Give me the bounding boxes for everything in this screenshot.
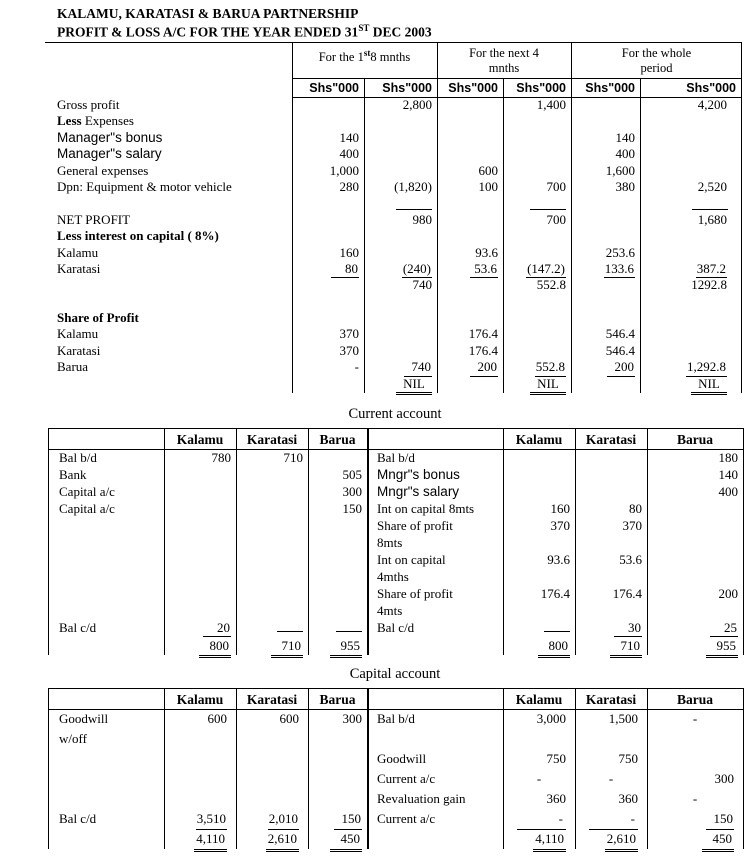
- table-cell: 400: [615, 146, 635, 162]
- unit-header: Shs"000: [585, 81, 635, 95]
- table-cell: [647, 809, 743, 829]
- row-label: w/off: [59, 731, 87, 746]
- row-label: Revaluation gain: [377, 791, 466, 806]
- table-cell: 150: [342, 501, 362, 516]
- table-row: [45, 245, 742, 261]
- row-label: Goodwill: [59, 711, 109, 726]
- unit-header: Shs"000: [516, 81, 566, 95]
- row-label-bold: Less: [57, 113, 82, 129]
- column-header-kalamu: Kalamu: [176, 692, 224, 707]
- table-cell: [503, 619, 575, 636]
- table-cell: 546.4: [605, 326, 635, 342]
- table-row: [45, 212, 742, 228]
- underlined-value: 200: [470, 359, 498, 376]
- period-header-next-4-months: [437, 46, 571, 76]
- table-cell: 253.6: [605, 244, 635, 260]
- row-label: 4mts: [377, 603, 403, 618]
- period-header-text: For the next 4: [469, 46, 539, 60]
- sum-rule: [530, 209, 566, 210]
- table-cell: [571, 261, 640, 277]
- column-header-kalamu: Kalamu: [176, 432, 224, 447]
- sum-rule: [277, 621, 303, 632]
- table-cell: 176.4: [540, 586, 570, 601]
- table-cell: 1,600: [605, 162, 635, 178]
- double-underlined-value: NIL: [396, 376, 432, 395]
- table-cell: 750: [546, 751, 566, 766]
- table-cell: 600: [279, 711, 299, 726]
- underlined-value: 20: [203, 619, 231, 637]
- row-label: Bal c/d: [59, 811, 97, 826]
- table-row: [49, 466, 743, 483]
- row-label: Bal b/d: [377, 450, 415, 465]
- divider: [292, 78, 742, 79]
- table-cell: [164, 829, 236, 849]
- table-cell: -: [536, 771, 542, 786]
- table-cell: 400: [339, 146, 359, 162]
- table-row: [45, 179, 742, 195]
- column-header-barua: Barua: [676, 692, 713, 707]
- double-underlined-value: 800: [538, 636, 570, 658]
- double-underlined-value: 710: [610, 636, 642, 658]
- profit-loss-body: [45, 97, 742, 392]
- table-row: [45, 310, 742, 326]
- double-underlined-value: 955: [706, 636, 738, 658]
- row-label: Capital a/c: [59, 484, 115, 499]
- current-account-table: [48, 428, 744, 655]
- table-cell: 370: [339, 326, 359, 342]
- column-header-karatasi: Karatasi: [246, 692, 298, 707]
- table-row: [49, 449, 743, 466]
- table-cell: 4,200: [697, 97, 727, 112]
- table-row: [45, 228, 742, 244]
- table-cell: 53.6: [619, 552, 642, 567]
- table-cell: 2,520: [697, 178, 727, 194]
- table-cell: [292, 261, 364, 277]
- table-cell: 1292.8: [691, 277, 727, 293]
- table-cell: [640, 261, 741, 277]
- table-cell: 93.6: [547, 552, 570, 567]
- double-underlined-value: 2,610: [605, 829, 638, 852]
- column-header-karatasi: Karatasi: [246, 432, 298, 447]
- table-row: [49, 809, 743, 829]
- column-header-barua: Barua: [319, 692, 356, 707]
- column-header-kalamu: Kalamu: [515, 692, 563, 707]
- double-underlined-value: 2,610: [266, 829, 299, 852]
- unit-header: Shs"000: [448, 81, 498, 95]
- table-cell: 160: [550, 501, 570, 516]
- table-cell: [503, 636, 575, 655]
- double-underlined-value: 955: [330, 636, 362, 658]
- table-cell: -: [692, 791, 698, 806]
- sum-rule: [336, 621, 362, 632]
- table-row: [49, 483, 743, 500]
- table-row: [45, 277, 742, 293]
- table-cell: 1,000: [329, 162, 359, 178]
- sum-rule: [692, 209, 728, 210]
- table-cell: 600: [207, 711, 227, 726]
- table-cell: 300: [342, 484, 362, 499]
- underlined-value: 2,010: [268, 809, 299, 830]
- table-row: [45, 163, 742, 179]
- underlined-value: 552.8: [535, 359, 566, 376]
- table-cell: 300: [342, 711, 362, 726]
- table-cell: [236, 636, 308, 655]
- double-underlined-value: 450: [330, 829, 362, 852]
- table-row: [45, 261, 742, 277]
- table-cell: 740: [412, 277, 432, 293]
- table-cell: 400: [718, 484, 738, 499]
- table-cell: [575, 636, 647, 655]
- table-cell: 176.4: [612, 586, 642, 601]
- row-label: Kalamu: [57, 326, 99, 342]
- period-header-text: For the whole: [621, 46, 692, 60]
- period-header-8-months: [292, 46, 437, 65]
- table-cell: [571, 359, 640, 375]
- table-cell: 710: [283, 450, 303, 465]
- table-row: [45, 146, 742, 162]
- unit-header: Shs"000: [309, 81, 359, 95]
- table-row: [49, 729, 743, 749]
- table-cell: [308, 636, 367, 655]
- row-label: Bal b/d: [59, 450, 97, 465]
- table-row: [49, 769, 743, 789]
- row-label: Share of profit: [377, 518, 453, 533]
- table-cell: 2,800: [402, 97, 432, 112]
- double-underlined-value: NIL: [530, 376, 566, 395]
- row-label: Mngr"s bonus: [377, 467, 460, 482]
- table-row: [49, 517, 743, 534]
- table-cell: 600: [478, 162, 498, 178]
- underlined-value: 200: [607, 359, 635, 376]
- underlined-value: (240): [402, 261, 432, 278]
- table-cell: 160: [339, 244, 359, 260]
- period-header-text: mnths: [488, 61, 520, 75]
- table-cell: -: [354, 359, 359, 375]
- row-label: Capital a/c: [59, 501, 115, 516]
- underlined-value: 150: [706, 809, 734, 830]
- table-cell: 700: [546, 211, 566, 227]
- table-row: [49, 551, 743, 568]
- table-cell: 1,400: [536, 97, 566, 112]
- table-row: [49, 709, 743, 729]
- table-cell: 1,680: [697, 211, 727, 227]
- table-row: [49, 585, 743, 602]
- row-label: Bal c/d: [59, 620, 97, 635]
- capital-account-body: [49, 709, 743, 849]
- row-label: Karatasi: [57, 342, 101, 358]
- table-cell: 3,000: [536, 711, 566, 726]
- table-row: [49, 619, 743, 636]
- current-account-title: Current account: [348, 406, 442, 422]
- table-cell: [236, 829, 308, 849]
- table-cell: 140: [718, 467, 738, 482]
- doc-title-line2-text: PROFIT & LOSS A/C FOR THE YEAR ENDED 31: [57, 24, 359, 40]
- underlined-value: 150: [334, 809, 362, 830]
- table-row: [49, 534, 743, 551]
- underlined-value: 80: [331, 261, 359, 278]
- double-underlined-value: 710: [271, 636, 303, 658]
- table-cell: [164, 619, 236, 636]
- underlined-value: 25: [710, 619, 738, 637]
- column-header-karatasi: Karatasi: [585, 692, 637, 707]
- unit-header: Shs"000: [686, 81, 736, 95]
- sum-rule: [396, 209, 432, 210]
- row-label: Manager"s bonus: [57, 129, 163, 145]
- table-cell: 360: [618, 791, 638, 806]
- table-cell: [640, 376, 741, 392]
- table-row: [45, 326, 742, 342]
- table-row: [49, 568, 743, 585]
- table-cell: 140: [339, 129, 359, 145]
- table-cell: 980: [412, 211, 432, 227]
- table-row: [45, 376, 742, 392]
- row-label: 8mts: [377, 535, 403, 550]
- sum-rule-dash: -: [589, 809, 638, 830]
- row-label: Manager"s salary: [57, 146, 162, 162]
- row-label: Current a/c: [377, 771, 436, 786]
- row-label: Bal b/d: [377, 711, 415, 726]
- double-underlined-value: 4,110: [533, 829, 566, 852]
- table-cell: (1,820): [394, 178, 432, 194]
- table-row: [45, 359, 742, 375]
- table-row: [49, 749, 743, 769]
- table-cell: [437, 261, 503, 277]
- row-label: Kalamu: [57, 244, 99, 260]
- row-label: Karatasi: [57, 260, 101, 276]
- capital-account-table: [48, 688, 744, 849]
- table-cell: [575, 619, 647, 636]
- row-label: Share of Profit: [57, 310, 139, 326]
- underlined-value: 387.2: [696, 261, 727, 278]
- table-cell: 380: [615, 178, 635, 194]
- profit-loss-table: [45, 42, 742, 393]
- table-cell: [647, 829, 743, 849]
- table-cell: [575, 809, 647, 829]
- doc-title-line1: KALAMU, KARATASI & BARUA PARTNERSHIP: [57, 6, 359, 21]
- table-cell: [308, 809, 367, 829]
- table-cell: [308, 619, 367, 636]
- table-cell: -: [608, 771, 614, 786]
- row-label: General expenses: [57, 162, 149, 178]
- underlined-value: 3,510: [196, 809, 227, 830]
- table-row-ruled: [45, 195, 742, 211]
- doc-title-line2: [57, 23, 432, 41]
- underlined-value: 1,292.8: [686, 359, 727, 376]
- table-cell: 370: [622, 518, 642, 533]
- doc-title-line2-year: DEC 2003: [369, 24, 432, 40]
- table-cell: 370: [550, 518, 570, 533]
- table-cell: [503, 829, 575, 849]
- table-cell: 80: [629, 501, 642, 516]
- double-underlined-value: 4,110: [194, 829, 227, 852]
- current-account-body: [49, 449, 743, 655]
- table-cell: [164, 636, 236, 655]
- period-header-text: For the 1: [318, 50, 364, 65]
- table-cell: [236, 809, 308, 829]
- totals-row: [49, 636, 743, 655]
- row-label: Current a/c: [377, 811, 436, 826]
- period-header-whole-period: [571, 46, 742, 76]
- sum-rule-dash: -: [517, 809, 566, 830]
- column-header-barua: Barua: [676, 432, 713, 447]
- doc-title-superscript: ST: [358, 23, 370, 33]
- table-row: [45, 130, 742, 146]
- row-label: Int on capital 8mts: [377, 501, 475, 516]
- period-header-text: 8 mnths: [370, 50, 411, 65]
- table-cell: [236, 619, 308, 636]
- underlined-value: 53.6: [470, 261, 498, 278]
- table-cell: 780: [211, 450, 231, 465]
- row-label: Goodwill: [377, 751, 427, 766]
- table-cell: 176.4: [468, 342, 498, 358]
- table-cell: [364, 376, 437, 392]
- table-cell: 180: [718, 450, 738, 465]
- row-label: NET PROFIT: [57, 211, 131, 227]
- table-cell: 750: [618, 751, 638, 766]
- table-row-blank: [45, 294, 742, 310]
- table-row: [49, 602, 743, 619]
- capital-account-title: Capital account: [349, 666, 441, 682]
- table-cell: 370: [339, 342, 359, 358]
- table-cell: 300: [714, 771, 734, 786]
- table-row: [45, 113, 742, 129]
- row-label: Int on capital: [377, 552, 446, 567]
- table-row: [45, 97, 742, 113]
- row-label: Barua: [57, 359, 89, 375]
- table-cell: 93.6: [475, 244, 498, 260]
- underlined-value: 133.6: [604, 261, 635, 278]
- underlined-value: (147.2): [526, 261, 566, 278]
- totals-row: [49, 829, 743, 849]
- table-cell: [503, 261, 571, 277]
- table-cell: 280: [339, 178, 359, 194]
- table-row: [45, 343, 742, 359]
- row-label-text: Expenses: [84, 113, 134, 129]
- column-header-karatasi: Karatasi: [585, 432, 637, 447]
- sum-rule: [544, 621, 570, 632]
- period-header-text: period: [640, 61, 673, 75]
- table-cell: [437, 359, 503, 375]
- unit-header: Shs"000: [382, 81, 432, 95]
- row-label: Mngr"s salary: [377, 484, 460, 499]
- table-cell: 360: [546, 791, 566, 806]
- table-cell: [640, 359, 741, 375]
- row-label: [57, 113, 134, 129]
- double-underlined-value: 800: [199, 636, 231, 658]
- table-cell: [364, 359, 437, 375]
- row-label: Bal c/d: [377, 620, 415, 635]
- column-header-barua: Barua: [319, 432, 356, 447]
- row-label: Share of profit: [377, 586, 453, 601]
- column-header-kalamu: Kalamu: [515, 432, 563, 447]
- table-cell: 1,500: [608, 711, 638, 726]
- table-row: [49, 500, 743, 517]
- table-cell: 505: [342, 467, 362, 482]
- table-cell: [364, 261, 437, 277]
- row-label: Dpn: Equipment & motor vehicle: [57, 178, 232, 194]
- table-cell: 200: [718, 586, 738, 601]
- table-cell: [647, 619, 743, 636]
- row-label: 4mths: [377, 569, 409, 584]
- table-cell: 552.8: [536, 277, 566, 293]
- table-cell: 700: [546, 178, 566, 194]
- table-cell: [647, 636, 743, 655]
- table-cell: 176.4: [468, 326, 498, 342]
- table-cell: [503, 359, 571, 375]
- table-cell: -: [692, 711, 698, 726]
- underlined-value: 30: [614, 619, 642, 637]
- table-row: [49, 789, 743, 809]
- table-cell: 546.4: [605, 342, 635, 358]
- row-label: Gross profit: [57, 97, 120, 112]
- table-cell: 100: [478, 178, 498, 194]
- table-cell: [164, 809, 236, 829]
- table-cell: 140: [615, 129, 635, 145]
- table-cell: [503, 809, 575, 829]
- row-label: Bank: [59, 467, 87, 482]
- table-cell: [308, 829, 367, 849]
- period-header-superscript: st: [363, 48, 371, 58]
- underlined-value: 740: [404, 359, 432, 376]
- table-cell: [503, 376, 571, 392]
- row-label: Less interest on capital ( 8%): [57, 228, 219, 244]
- double-underlined-value: NIL: [691, 376, 727, 395]
- double-underlined-value: 450: [702, 829, 734, 852]
- table-cell: [575, 829, 647, 849]
